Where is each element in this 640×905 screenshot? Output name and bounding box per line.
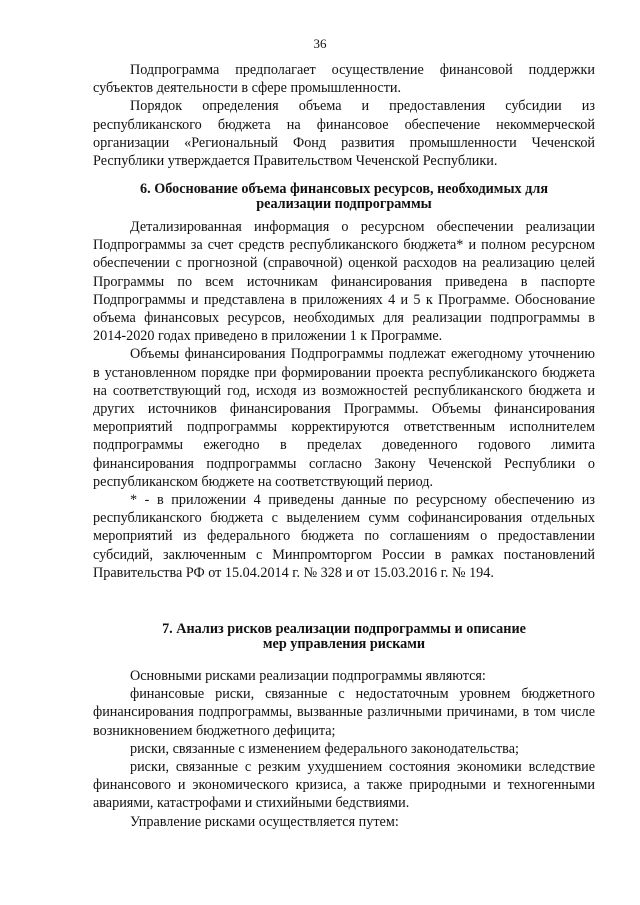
section-6-heading-line: реализации подпрограммы [256,196,432,212]
section-7-paragraph: Управление рисками осуществляется путем: [130,813,399,830]
section-7-paragraph: финансовые риски, связанные с недостаточным уровнем бюджетного финансирования подпрограммы, вызванные различными причинами, в том числе возникновением бюджетного дефицита; [93,686,595,739]
intro-paragraph: Подпрограмма предполагает осуществление финансовой поддержки субъектов деятельности в сфере промышленности. [93,62,595,97]
section-7-heading [93,622,595,652]
section-6-heading-line: 6. Обоснование объема финансовых ресурсов, необходимых для [140,181,548,197]
section-7-heading-line: 7. Анализ рисков реализации подпрограммы и описание [162,621,526,637]
section-7-heading-line: мер управления рисками [262,636,426,652]
section-7-paragraph: риски, связанные с изменением федерального законодательства; [130,740,519,757]
intro-paragraph: Порядок определения объема и предоставления субсидии из республиканского бюджета на финансовое обеспечение некоммерческой организации «Региональный Фонд развития промышленности Чеченской Республики утверждается Правительством Чеченской Республики. [93,98,595,170]
section-7-paragraph: Основными рисками реализации подпрограммы являются: [130,668,486,684]
section-6-paragraph: Объемы финансирования Подпрограммы подлежат ежегодному уточнению в установленном порядке при формировании проекта республиканского бюджета на соответствующий год, исходя из возможностей республиканского бюджета и других источников финансирования Программы. Объемы финансирования мероприятий подпрограммы корректируются ответственным исполнителем подпрограммы ежегодно в пределах доведенного годового лимита финансирования подпрограммы согласно Закону Чеченской Республики о республиканском бюджете на соответствующий период. [93,346,595,490]
section-6-heading [93,182,595,212]
section-7-paragraph: риски, связанные с резким ухудшением состояния экономики вследствие финансового и экономического кризиса, а также природными и техногенными авариями, катастрофами и стихийными бедствиями. [93,759,595,812]
section-6-paragraph: Детализированная информация о ресурсном обеспечении реализации Подпрограммы за счет средств республиканского бюджета* и полном ресурсном обеспечении с прогнозной (справочной) оценкой расходов на реализацию целей Программы по всем источникам финансирования приведена в паспорте Подпрограммы и представлена в приложениях 4 и 5 к Программе. Обоснование объема финансовых ресурсов, необходимых для реализации подпрограммы в 2014-2020 годах приведено в приложении 1 к Программе. [93,219,595,345]
section-6-body [93,218,595,582]
page-number: 36 [313,36,327,51]
section-7-body [93,667,595,831]
section-6-footnote: * - в приложении 4 приведены данные по ресурсному обеспечению из республиканского бюджета с выделением сумм софинансирования отдельных мероприятий из федерального бюджета по соглашениям о предоставлении субсидий, заключенным с Минпромторгом России в рамках постановлений Правительства РФ от 15.04.2014 г. № 328 и от 15.03.2016 г. № 194. [93,492,595,581]
intro-block [93,61,595,170]
